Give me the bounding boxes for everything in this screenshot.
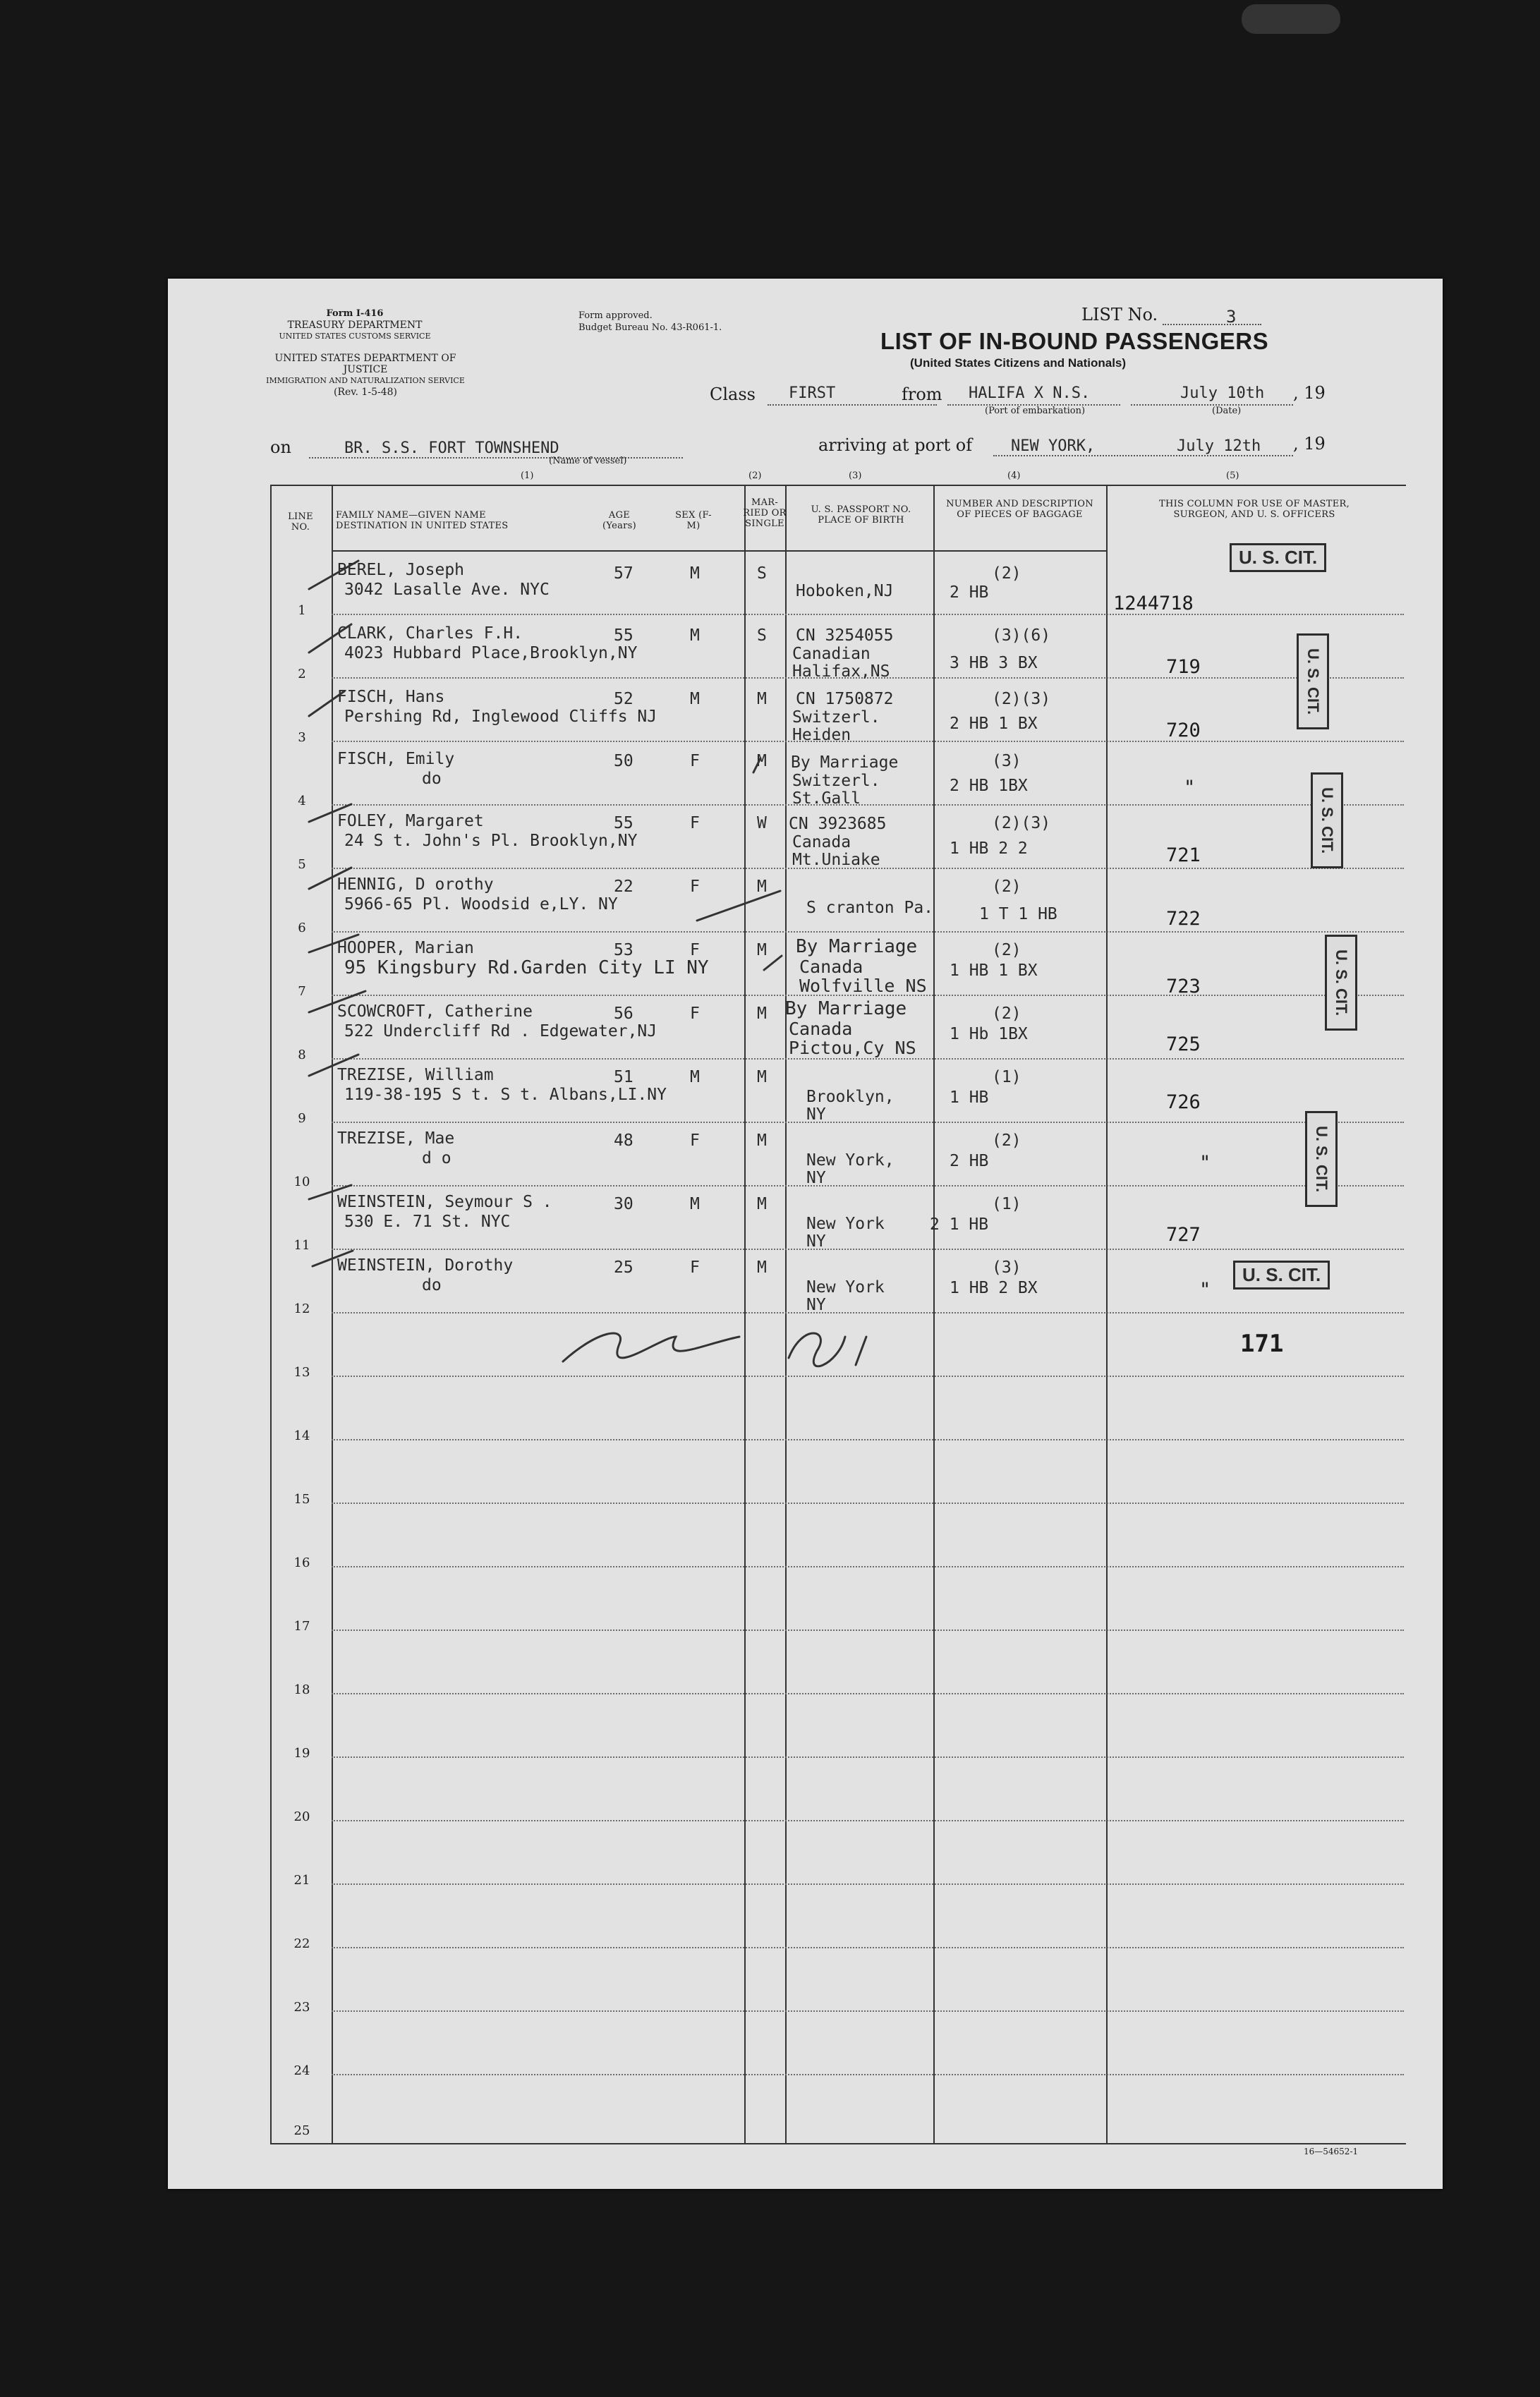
line-number: 21 bbox=[293, 1873, 310, 1888]
passenger-marital: M bbox=[757, 752, 767, 770]
on-label: on bbox=[270, 437, 291, 457]
vessel-name: BR. S.S. FORT TOWNSHEND bbox=[344, 439, 559, 457]
baggage-desc: 2 HB bbox=[950, 583, 989, 602]
passenger-sex: M bbox=[690, 564, 700, 583]
line-number: 18 bbox=[293, 1682, 310, 1697]
col-num-5: (5) bbox=[1226, 471, 1239, 481]
passenger-birthplace: Canada Wolfville NS bbox=[799, 957, 927, 996]
passport-number: By Marriage bbox=[796, 936, 918, 957]
line-number: 10 bbox=[293, 1175, 310, 1189]
passenger-age: 22 bbox=[614, 878, 633, 896]
arrival-date: July 12th bbox=[1177, 437, 1261, 455]
passenger-name: HENNIG, D orothy bbox=[337, 875, 494, 894]
passenger-sex: F bbox=[690, 941, 700, 959]
passenger-marital: M bbox=[757, 1195, 767, 1213]
from-label: from bbox=[902, 384, 942, 404]
passenger-marital: S bbox=[757, 626, 767, 645]
passenger-marital: M bbox=[757, 1258, 767, 1277]
passenger-sex: F bbox=[690, 878, 700, 896]
passenger-name: WEINSTEIN, Dorothy bbox=[337, 1256, 514, 1275]
baggage-count: (1) bbox=[992, 1068, 1021, 1086]
officer-number: 721 bbox=[1166, 844, 1201, 866]
vessel-caption: (Name of vessel) bbox=[549, 456, 627, 466]
col-num-3: (3) bbox=[849, 471, 862, 481]
form-approved: Form approved. bbox=[578, 310, 653, 321]
passenger-age: 25 bbox=[614, 1258, 633, 1277]
officer-number: 723 bbox=[1166, 976, 1201, 997]
passenger-birthplace: New York NY bbox=[806, 1278, 885, 1314]
handwritten-annotations bbox=[168, 279, 1443, 2189]
passenger-age: 52 bbox=[614, 690, 633, 708]
col-header-baggage: NUMBER AND DESCRIPTION OF PIECES OF BAGGAGE bbox=[946, 499, 1093, 520]
page-title: LIST OF IN-BOUND PASSENGERS bbox=[880, 328, 1269, 354]
line-number: 19 bbox=[293, 1746, 310, 1761]
us-citizen-stamp-vertical: U. S. CIT. bbox=[1311, 772, 1343, 868]
check-mark bbox=[309, 804, 351, 822]
budget-bureau: Budget Bureau No. 43-R061-1. bbox=[578, 322, 722, 333]
officer-number: " bbox=[1199, 1152, 1211, 1174]
baggage-count: (2) bbox=[992, 1005, 1021, 1023]
officer-total: 171 bbox=[1240, 1330, 1284, 1358]
port-caption: (Port of embarkation) bbox=[985, 406, 1086, 416]
passenger-birthplace: New York NY bbox=[806, 1215, 885, 1251]
passenger-destination: d o bbox=[422, 1149, 451, 1167]
check-mark bbox=[309, 868, 351, 889]
passenger-destination: do bbox=[422, 1276, 442, 1294]
passenger-sex: M bbox=[690, 1068, 700, 1086]
passenger-marital: M bbox=[757, 1131, 767, 1150]
passenger-sex: M bbox=[690, 626, 700, 645]
line-number: 7 bbox=[298, 984, 306, 999]
baggage-count: (3) bbox=[992, 1258, 1021, 1277]
line-number: 22 bbox=[293, 1936, 310, 1951]
officer-number: 725 bbox=[1166, 1033, 1201, 1055]
class-value: FIRST bbox=[789, 384, 836, 402]
line-number: 23 bbox=[293, 2000, 310, 2015]
baggage-count: (2)(3) bbox=[992, 814, 1051, 832]
line-number: 2 bbox=[298, 667, 306, 681]
signature-scribble bbox=[563, 1333, 739, 1361]
passenger-name: BEREL, Joseph bbox=[337, 561, 465, 579]
passenger-birthplace: Switzerl. Heiden bbox=[792, 708, 880, 744]
page-subtitle: (United States Citizens and Nationals) bbox=[910, 356, 1127, 370]
passenger-name: TREZISE, William bbox=[337, 1066, 494, 1084]
check-mark bbox=[309, 561, 358, 589]
passenger-sex: M bbox=[690, 690, 700, 708]
ins-service: IMMIGRATION AND NATURALIZATION SERVICE bbox=[266, 376, 465, 385]
passenger-destination: 5966-65 Pl. Woodsid e,LY. NY bbox=[344, 895, 618, 914]
passenger-destination: 24 S t. John's Pl. Brooklyn,NY bbox=[344, 832, 638, 850]
passenger-birthplace: Switzerl. St.Gall bbox=[792, 772, 880, 808]
passenger-sex: F bbox=[690, 1005, 700, 1023]
port-of-embarkation: HALIFA X N.S. bbox=[969, 384, 1091, 402]
passenger-destination: Pershing Rd, Inglewood Cliffs NJ bbox=[344, 708, 657, 726]
baggage-desc: 1 HB 2 2 bbox=[950, 839, 1028, 858]
passenger-marital: M bbox=[757, 1068, 767, 1086]
footer-code: 16—54652-1 bbox=[1304, 2147, 1359, 2156]
passenger-name: FISCH, Hans bbox=[337, 688, 445, 706]
strike-mark bbox=[753, 758, 760, 772]
customs-service: UNITED STATES CUSTOMS SERVICE bbox=[279, 332, 431, 341]
passport-number: CN 3254055 bbox=[796, 626, 894, 645]
passenger-destination: do bbox=[422, 770, 442, 788]
class-label: Class bbox=[710, 384, 756, 404]
baggage-desc: 1 HB 2 BX bbox=[950, 1279, 1038, 1297]
baggage-desc: 1 HB 1 BX bbox=[950, 961, 1038, 980]
officer-number: 726 bbox=[1166, 1091, 1201, 1113]
passenger-marital: M bbox=[757, 878, 767, 896]
passenger-marital: M bbox=[757, 690, 767, 708]
line-number: 25 bbox=[293, 2123, 310, 2138]
col-header-line: LINE NO. bbox=[288, 511, 313, 533]
line-number: 3 bbox=[298, 730, 306, 745]
passport-number: By Marriage bbox=[791, 753, 899, 772]
baggage-count: (1) bbox=[992, 1195, 1021, 1213]
strike-mark bbox=[764, 956, 782, 970]
revision: (Rev. 1-5-48) bbox=[334, 387, 397, 398]
passenger-birthplace: Hoboken,NJ bbox=[796, 582, 894, 600]
baggage-count: (3)(6) bbox=[992, 626, 1051, 645]
col-header-sex: SEX (F-M) bbox=[675, 510, 712, 531]
passenger-age: 50 bbox=[614, 752, 633, 770]
list-no-value: 3 bbox=[1226, 307, 1237, 327]
line-number: 4 bbox=[298, 794, 306, 808]
officer-number: " bbox=[1184, 777, 1196, 799]
passenger-name: FISCH, Emily bbox=[337, 750, 455, 768]
check-mark bbox=[309, 691, 344, 716]
line-number: 12 bbox=[293, 1301, 310, 1316]
baggage-count: (2) bbox=[992, 941, 1021, 959]
baggage-desc: 2 HB 1BX bbox=[950, 777, 1028, 795]
col-header-age: AGE (Years) bbox=[602, 510, 637, 531]
arriving-label: arriving at port of bbox=[818, 435, 973, 455]
line-number: 24 bbox=[293, 2063, 310, 2078]
passport-number: CN 1750872 bbox=[796, 690, 894, 708]
passenger-age: 56 bbox=[614, 1005, 633, 1023]
us-citizen-stamp: U. S. CIT. bbox=[1230, 543, 1326, 572]
passenger-marital: M bbox=[757, 1005, 767, 1023]
officer-number: 720 bbox=[1166, 720, 1201, 741]
line-number: 1 bbox=[298, 603, 306, 618]
officer-number: 727 bbox=[1166, 1224, 1201, 1246]
passenger-birthplace: Canada Pictou,Cy NS bbox=[789, 1019, 916, 1058]
line-number: 15 bbox=[293, 1492, 310, 1507]
baggage-count: (3) bbox=[992, 752, 1021, 770]
baggage-count: (2)(3) bbox=[992, 690, 1051, 708]
col-num-1: (1) bbox=[521, 471, 534, 481]
col-header-officers: THIS COLUMN FOR USE OF MASTER, SURGEON, AND U. S. OFFICERS bbox=[1158, 499, 1350, 520]
line-number: 5 bbox=[298, 857, 306, 872]
check-mark bbox=[309, 624, 351, 653]
line-number: 11 bbox=[293, 1238, 310, 1253]
passenger-name: CLARK, Charles F.H. bbox=[337, 624, 523, 643]
passenger-marital: W bbox=[757, 814, 767, 832]
line-number: 20 bbox=[293, 1809, 310, 1824]
passenger-sex: M bbox=[690, 1195, 700, 1213]
line-number: 17 bbox=[293, 1619, 310, 1634]
baggage-desc: 1 Hb 1BX bbox=[950, 1025, 1028, 1043]
passenger-birthplace: S cranton Pa. bbox=[806, 899, 934, 917]
us-citizen-stamp-vertical: U. S. CIT. bbox=[1325, 935, 1357, 1031]
manifest-sheet bbox=[168, 279, 1443, 2189]
officer-number: 1244718 bbox=[1113, 593, 1194, 614]
passenger-birthplace: New York, NY bbox=[806, 1151, 895, 1187]
passenger-name: HOOPER, Marian bbox=[337, 939, 474, 957]
line-number: 6 bbox=[298, 921, 306, 935]
passenger-age: 55 bbox=[614, 814, 633, 832]
passenger-age: 55 bbox=[614, 626, 633, 645]
passenger-name: WEINSTEIN, Seymour S . bbox=[337, 1193, 552, 1211]
date-caption: (Date) bbox=[1212, 406, 1242, 416]
passenger-sex: F bbox=[690, 1131, 700, 1150]
check-mark bbox=[309, 991, 365, 1012]
line-number: 9 bbox=[298, 1111, 306, 1126]
passenger-sex: F bbox=[690, 814, 700, 832]
passenger-birthplace: Canadian Halifax,NS bbox=[792, 645, 890, 681]
col-header-passport: U. S. PASSPORT NO. PLACE OF BIRTH bbox=[811, 504, 911, 526]
line-number: 13 bbox=[293, 1365, 310, 1380]
baggage-count: (2) bbox=[992, 1131, 1021, 1150]
year-label-1: , 19 bbox=[1293, 383, 1326, 403]
passport-number: By Marriage bbox=[785, 998, 907, 1019]
embark-date: July 10th bbox=[1180, 384, 1265, 402]
passenger-marital: M bbox=[757, 941, 767, 959]
col-header-name: FAMILY NAME—GIVEN NAME DESTINATION IN UNITED STATES bbox=[336, 510, 509, 531]
officer-number: " bbox=[1199, 1279, 1211, 1301]
passenger-age: 48 bbox=[614, 1131, 633, 1150]
passenger-destination: 530 E. 71 St. NYC bbox=[344, 1213, 511, 1231]
passenger-destination: 4023 Hubbard Place,Brooklyn,NY bbox=[344, 644, 638, 662]
baggage-desc: 1 T 1 HB bbox=[979, 905, 1057, 923]
passenger-age: 57 bbox=[614, 564, 633, 583]
passenger-marital: S bbox=[757, 564, 767, 583]
us-citizen-stamp-vertical: U. S. CIT. bbox=[1305, 1111, 1338, 1207]
passenger-sex: F bbox=[690, 752, 700, 770]
signature-scribble bbox=[789, 1333, 866, 1366]
passenger-destination: 522 Undercliff Rd . Edgewater,NJ bbox=[344, 1022, 657, 1040]
treasury-dept: TREASURY DEPARTMENT bbox=[287, 320, 423, 331]
passenger-sex: F bbox=[690, 1258, 700, 1277]
line-number: 8 bbox=[298, 1048, 306, 1062]
passenger-age: 30 bbox=[614, 1195, 633, 1213]
line-number: 14 bbox=[293, 1428, 310, 1443]
baggage-desc: 1 HB bbox=[950, 1088, 989, 1107]
check-mark bbox=[309, 1185, 351, 1199]
baggage-desc: 2 HB 1 BX bbox=[950, 715, 1038, 733]
passenger-destination: 3042 Lasalle Ave. NYC bbox=[344, 581, 550, 599]
baggage-desc: 2 HB bbox=[950, 1152, 989, 1170]
passenger-destination: 119-38-195 S t. S t. Albans,LI.NY bbox=[344, 1086, 667, 1104]
passenger-name: TREZISE, Mae bbox=[337, 1129, 455, 1148]
baggage-desc: 3 HB 3 BX bbox=[950, 654, 1038, 672]
baggage-count: (2) bbox=[992, 564, 1021, 583]
passenger-age: 53 bbox=[614, 941, 633, 959]
form-number: Form I-416 bbox=[326, 308, 384, 319]
passenger-destination: 95 Kingsbury Rd.Garden City LI NY bbox=[344, 957, 709, 978]
passenger-name: FOLEY, Margaret bbox=[337, 812, 484, 830]
strike-mark bbox=[697, 891, 780, 921]
us-citizen-stamp-vertical: U. S. CIT. bbox=[1297, 633, 1329, 729]
baggage-count: (2) bbox=[992, 878, 1021, 896]
check-mark bbox=[313, 1251, 353, 1266]
check-mark bbox=[309, 935, 358, 952]
col-num-4: (4) bbox=[1007, 471, 1021, 481]
justice-dept: UNITED STATES DEPARTMENT OF JUSTICE bbox=[274, 353, 456, 375]
passport-number: CN 3923685 bbox=[789, 815, 887, 833]
corner-stamp-mark bbox=[1242, 4, 1340, 34]
passenger-age: 51 bbox=[614, 1068, 633, 1086]
arrival-port: NEW YORK, bbox=[1011, 437, 1096, 455]
baggage-desc: 2 1 HB bbox=[930, 1215, 989, 1234]
officer-number: 722 bbox=[1166, 908, 1201, 930]
check-mark bbox=[309, 1055, 358, 1076]
officer-number: 719 bbox=[1166, 656, 1201, 678]
col-header-married: MAR-RIED OR SINGLE bbox=[743, 497, 787, 529]
year-label-2: , 19 bbox=[1293, 434, 1326, 454]
passenger-birthplace: Brooklyn, NY bbox=[806, 1088, 895, 1124]
line-number: 16 bbox=[293, 1555, 310, 1570]
passenger-birthplace: Canada Mt.Uniake bbox=[792, 833, 880, 869]
us-citizen-stamp: U. S. CIT. bbox=[1233, 1261, 1330, 1289]
col-num-2: (2) bbox=[748, 471, 762, 481]
list-no-label: LIST No. bbox=[1081, 305, 1158, 324]
passenger-name: SCOWCROFT, Catherine bbox=[337, 1002, 533, 1021]
